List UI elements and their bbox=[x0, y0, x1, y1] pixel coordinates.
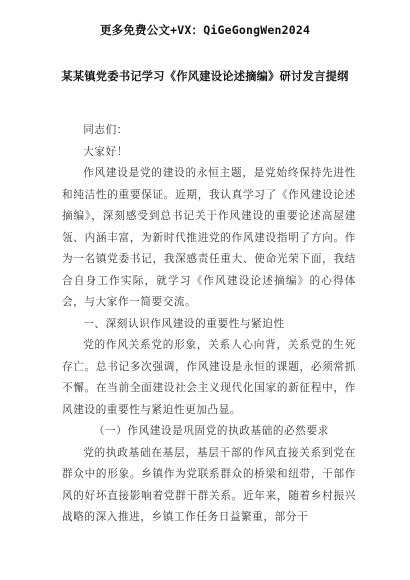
paragraph-intro: 作风建设是党的建设的永恒主题，是党始终保持先进性和纯洁性的重要保证。近期，我认真学习了《作风建设论述摘编》，深刻感受到总书记关于作风建设的重要论述高屋建瓴、内涵丰富，为新时代推进党的作风建设指明了方向。作为一名镇党委书记，我深感责任重大、使命光荣下面，我结合自身工作实际，就学习《作风建设论述摘编》的心得体会，与大家作一简要交流。 bbox=[62, 167, 356, 308]
document-body bbox=[62, 120, 356, 529]
watermark-header: 更多免费公文+VX：QiGeGongWen2024 bbox=[99, 23, 311, 37]
paragraph-section-1: 党的作风关系党的形象，关系人心向背，关系党的生死存亡。总书记多次强调，作风建设是永恒的课题，必须常抓不懈。在当前全面建设社会主义现代化国家的新征程中，作风建设的重要性与紧迫性更加凸显。 bbox=[62, 339, 356, 416]
document-title: 某某镇党委书记学习《作风建设论述摘编》研讨发言提纲 bbox=[61, 69, 349, 83]
greeting: 大家好！ bbox=[83, 145, 128, 158]
salutation: 同志们： bbox=[83, 124, 128, 136]
paragraph-subsection-1: 党的执政基础在基层，基层干部的作风直接关系到党在群众中的形象。乡镇作为党联系群众的桥梁和纽带，干部作风的好坏直接影响着党群干群关系。近年来，随着乡村振兴战略的深入推进，乡镇工作任务日益繁重，部分干 bbox=[62, 446, 356, 523]
section-heading-1: 一、深刻认识作风建设的重要性与紧迫性 bbox=[83, 317, 285, 330]
subsection-heading-1: （一）作风建设是巩固党的执政基础的必然要求 bbox=[93, 425, 329, 437]
